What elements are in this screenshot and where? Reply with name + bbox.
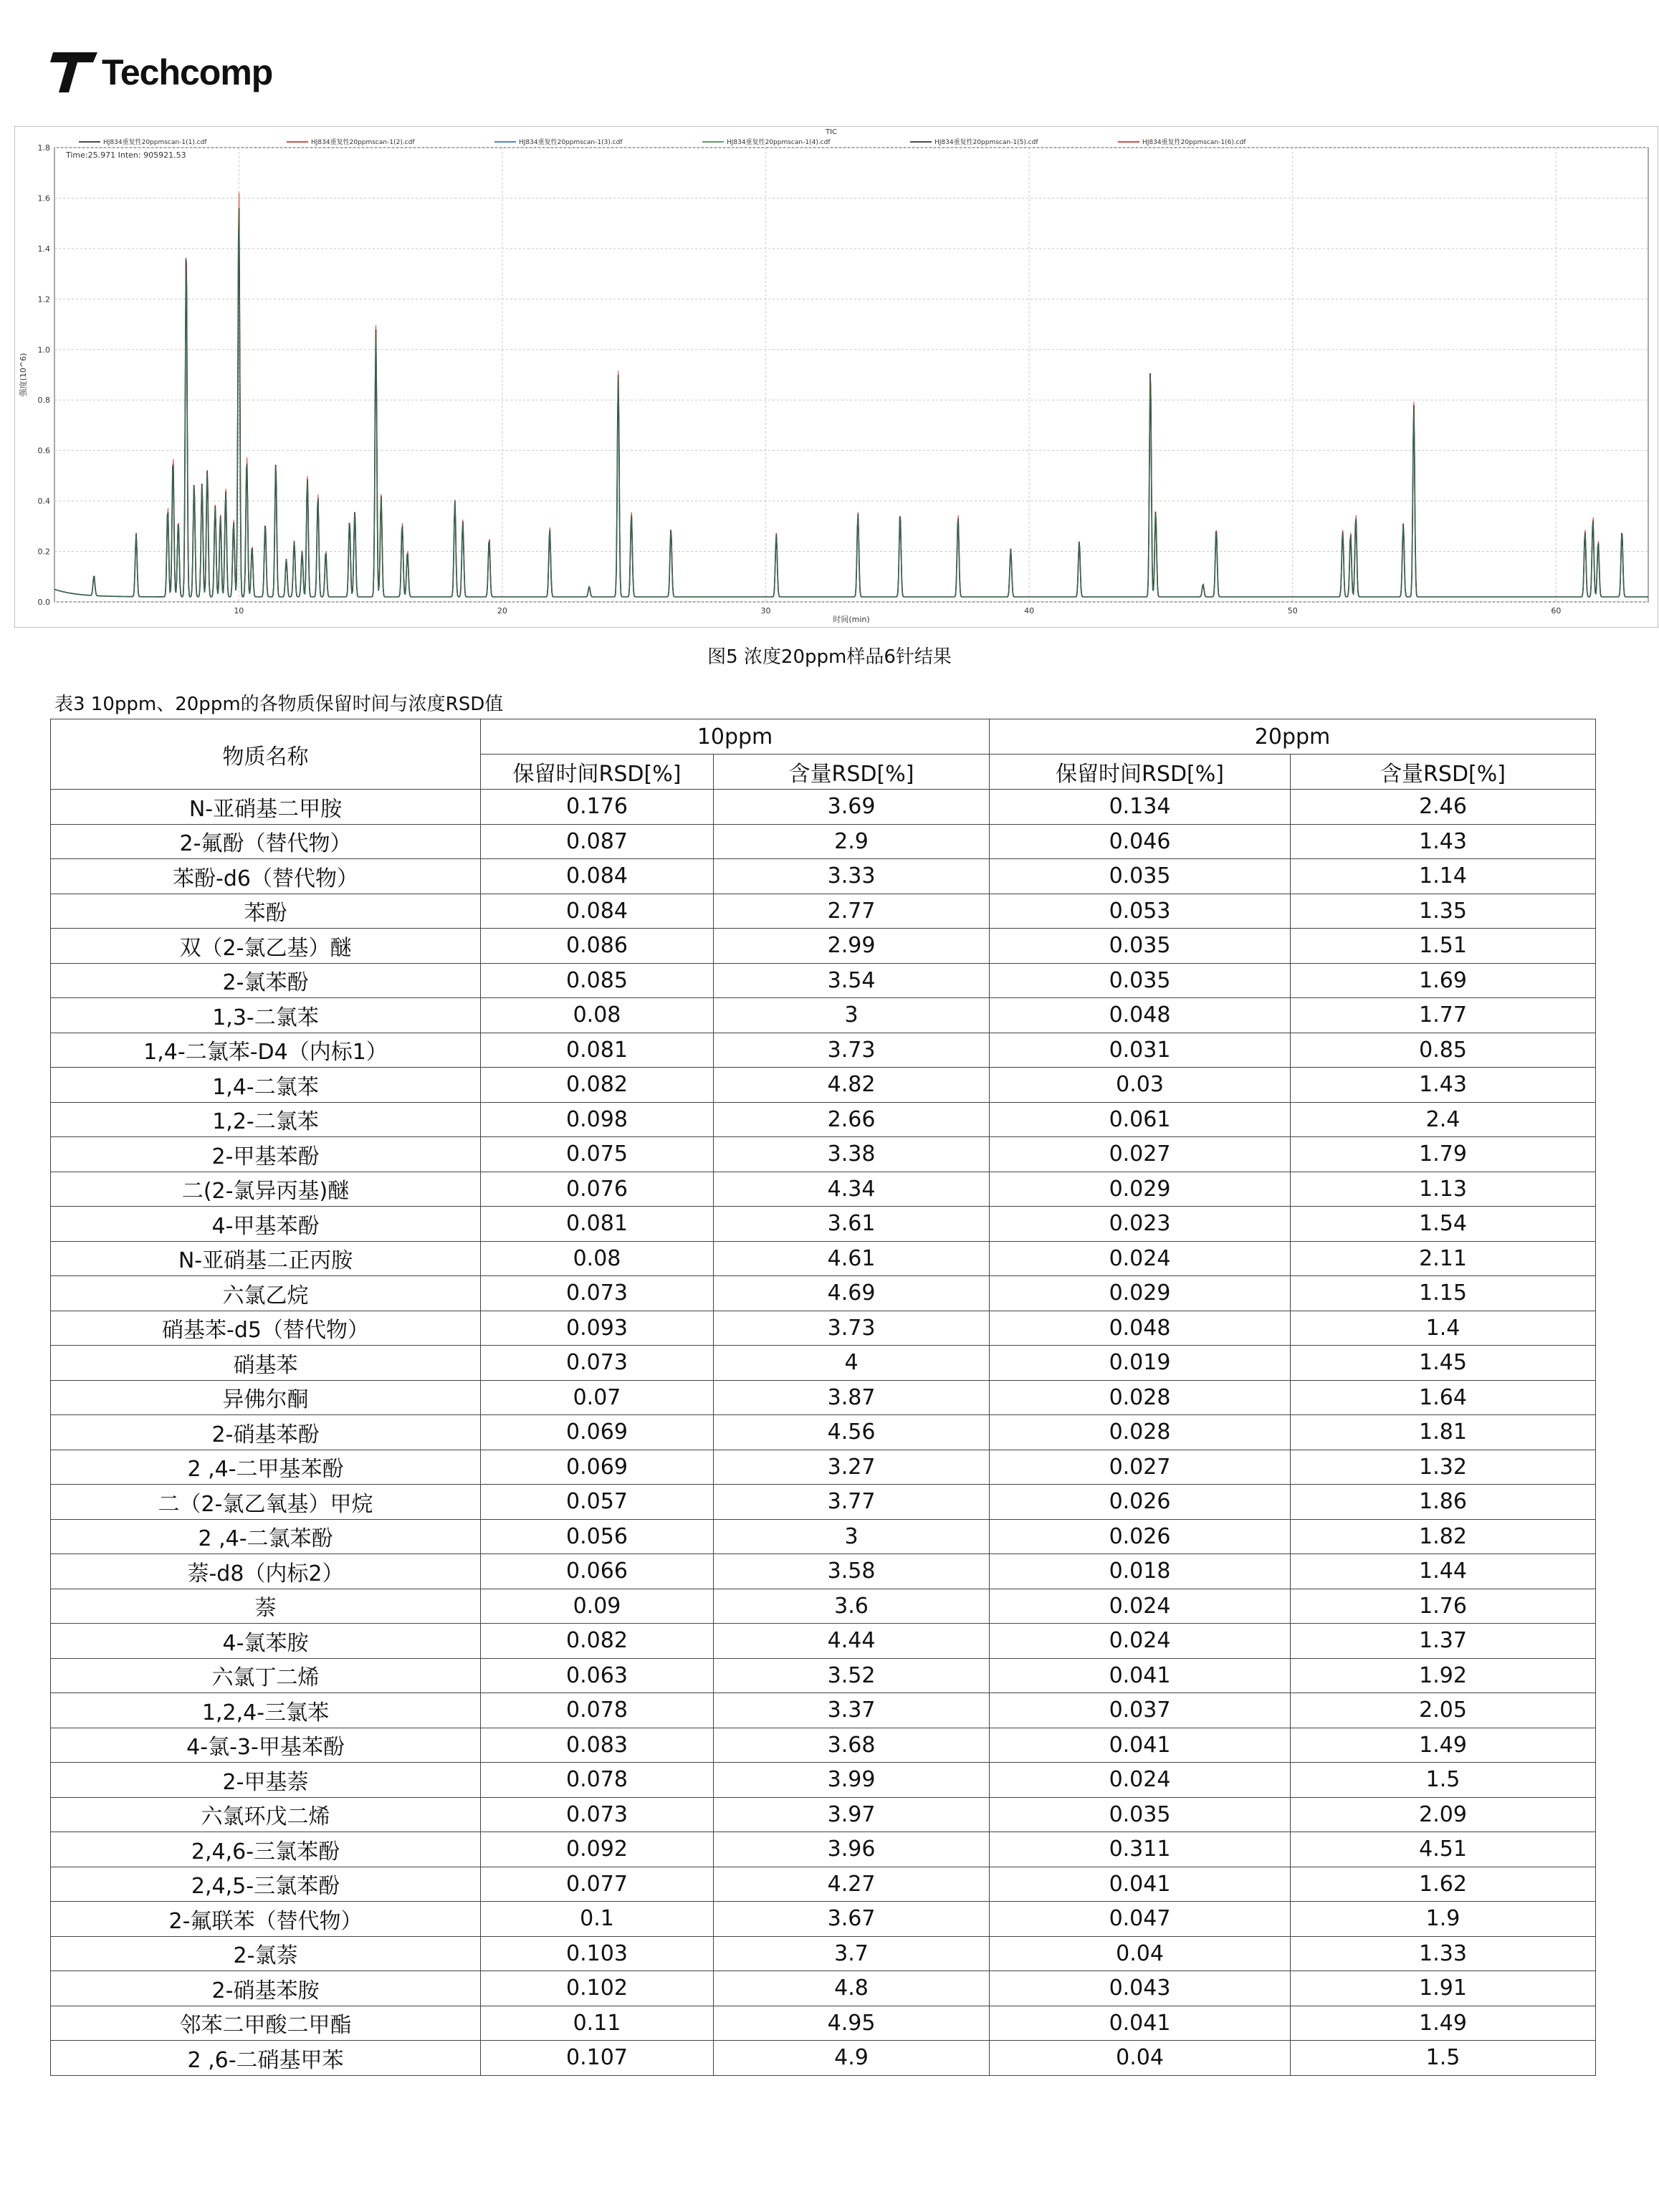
cell-substance-name: 六氯乙烷	[51, 1276, 481, 1311]
cell-10ppm-rt-rsd: 0.066	[481, 1554, 714, 1589]
cell-10ppm-rt-rsd: 0.082	[481, 1068, 714, 1103]
y-axis-label: 强度(10^6)	[19, 353, 28, 397]
cell-20ppm-rt-rsd: 0.048	[990, 998, 1291, 1033]
cell-20ppm-amount-rsd: 1.4	[1291, 1311, 1596, 1346]
table-row	[51, 1971, 1596, 2006]
cell-20ppm-amount-rsd: 1.92	[1291, 1658, 1596, 1693]
cell-20ppm-amount-rsd: 2.46	[1291, 790, 1596, 825]
cell-20ppm-rt-rsd: 0.041	[990, 2006, 1291, 2041]
table-row	[51, 1415, 1596, 1450]
cell-10ppm-rt-rsd: 0.073	[481, 1276, 714, 1311]
legend-entry: HJ834重复性20ppmscan-1(6).cdf	[1142, 139, 1246, 146]
cell-substance-name: 2 ,4-二氯苯酚	[51, 1519, 481, 1554]
cell-20ppm-rt-rsd: 0.043	[990, 1971, 1291, 2006]
cell-10ppm-amount-rsd: 3.77	[714, 1485, 990, 1520]
cell-10ppm-rt-rsd: 0.08	[481, 1241, 714, 1276]
cell-20ppm-rt-rsd: 0.018	[990, 1554, 1291, 1589]
cell-20ppm-amount-rsd: 1.54	[1291, 1207, 1596, 1242]
cell-10ppm-amount-rsd: 4	[714, 1346, 990, 1381]
cell-substance-name: 1,2-二氯苯	[51, 1102, 481, 1137]
table-row	[51, 1589, 1596, 1624]
header-10ppm-amount-rsd: 含量RSD[%]	[714, 755, 990, 790]
cell-substance-name: 二（2-氯乙氧基）甲烷	[51, 1485, 481, 1520]
cell-20ppm-rt-rsd: 0.027	[990, 1137, 1291, 1172]
cell-20ppm-rt-rsd: 0.035	[990, 859, 1291, 894]
cell-10ppm-rt-rsd: 0.09	[481, 1589, 714, 1624]
cell-20ppm-amount-rsd: 1.77	[1291, 998, 1596, 1033]
cell-20ppm-rt-rsd: 0.035	[990, 1797, 1291, 1832]
cell-substance-name: 2-硝基苯胺	[51, 1971, 481, 2006]
cell-10ppm-amount-rsd: 3.33	[714, 859, 990, 894]
cell-10ppm-amount-rsd: 4.9	[714, 2041, 990, 2076]
cell-10ppm-amount-rsd: 4.8	[714, 1971, 990, 2006]
cell-substance-name: 双（2-氯乙基）醚	[51, 929, 481, 964]
cell-substance-name: 2,4,5-三氯苯酚	[51, 1867, 481, 1902]
table-row	[51, 1450, 1596, 1485]
legend-entry: HJ834重复性20ppmscan-1(3).cdf	[519, 139, 623, 146]
cell-10ppm-rt-rsd: 0.077	[481, 1867, 714, 1902]
cell-20ppm-rt-rsd: 0.024	[990, 1589, 1291, 1624]
cell-10ppm-amount-rsd: 4.56	[714, 1415, 990, 1450]
logo-text: Techcomp	[102, 52, 273, 92]
table-row	[51, 1172, 1596, 1207]
cell-10ppm-amount-rsd: 3.54	[714, 963, 990, 998]
cell-20ppm-amount-rsd: 1.49	[1291, 2006, 1596, 2041]
cell-20ppm-amount-rsd: 1.5	[1291, 2041, 1596, 2076]
cell-substance-name: 4-氯-3-甲基苯酚	[51, 1728, 481, 1763]
y-tick-label: 1.4	[37, 244, 50, 254]
cell-20ppm-rt-rsd: 0.029	[990, 1172, 1291, 1207]
cell-20ppm-amount-rsd: 1.32	[1291, 1450, 1596, 1485]
x-tick-label: 40	[1024, 606, 1035, 616]
table-row	[51, 1380, 1596, 1415]
cell-10ppm-rt-rsd: 0.073	[481, 1346, 714, 1381]
cell-20ppm-amount-rsd: 2.05	[1291, 1693, 1596, 1728]
table-row	[51, 2006, 1596, 2041]
cell-10ppm-amount-rsd: 4.27	[714, 1867, 990, 1902]
cell-substance-name: 硝基苯	[51, 1346, 481, 1381]
cell-10ppm-rt-rsd: 0.085	[481, 963, 714, 998]
cell-10ppm-rt-rsd: 0.073	[481, 1797, 714, 1832]
chart-title: TIC	[825, 128, 838, 136]
cell-substance-name: 2 ,4-二甲基苯酚	[51, 1450, 481, 1485]
table-row	[51, 1936, 1596, 1971]
table-row	[51, 1207, 1596, 1242]
cell-20ppm-rt-rsd: 0.046	[990, 824, 1291, 859]
table-row	[51, 1902, 1596, 1937]
header-20ppm-rt-rsd: 保留时间RSD[%]	[990, 755, 1291, 790]
cell-10ppm-rt-rsd: 0.093	[481, 1311, 714, 1346]
cell-20ppm-rt-rsd: 0.041	[990, 1867, 1291, 1902]
table-row	[51, 1519, 1596, 1554]
cell-substance-name: 1,4-二氯苯-D4（内标1）	[51, 1033, 481, 1068]
cell-10ppm-rt-rsd: 0.07	[481, 1380, 714, 1415]
table-row	[51, 2041, 1596, 2076]
cell-10ppm-rt-rsd: 0.092	[481, 1832, 714, 1867]
table-row	[51, 1728, 1596, 1763]
cell-substance-name: 苯酚-d6（替代物）	[51, 859, 481, 894]
cell-substance-name: 4-甲基苯酚	[51, 1207, 481, 1242]
cell-20ppm-amount-rsd: 1.69	[1291, 963, 1596, 998]
cell-10ppm-rt-rsd: 0.084	[481, 894, 714, 929]
cell-20ppm-rt-rsd: 0.047	[990, 1902, 1291, 1937]
company-logo	[50, 47, 272, 97]
cell-20ppm-rt-rsd: 0.024	[990, 1763, 1291, 1798]
cell-substance-name: 2-氟联苯（替代物）	[51, 1902, 481, 1937]
cell-20ppm-rt-rsd: 0.035	[990, 963, 1291, 998]
table-header-row	[51, 719, 1596, 755]
cell-substance-name: 2-硝基苯酚	[51, 1415, 481, 1450]
table-row	[51, 1554, 1596, 1589]
cell-substance-name: 苯酚	[51, 894, 481, 929]
cell-20ppm-amount-rsd: 4.51	[1291, 1832, 1596, 1867]
cell-10ppm-amount-rsd: 3.97	[714, 1797, 990, 1832]
cell-10ppm-amount-rsd: 4.82	[714, 1068, 990, 1103]
cell-10ppm-amount-rsd: 2.77	[714, 894, 990, 929]
cell-substance-name: 1,3-二氯苯	[51, 998, 481, 1033]
cell-20ppm-amount-rsd: 1.44	[1291, 1554, 1596, 1589]
cell-10ppm-amount-rsd: 2.9	[714, 824, 990, 859]
cell-10ppm-rt-rsd: 0.084	[481, 859, 714, 894]
y-tick-label: 1.8	[37, 143, 50, 153]
cell-20ppm-amount-rsd: 1.64	[1291, 1380, 1596, 1415]
table-row	[51, 894, 1596, 929]
cell-20ppm-rt-rsd: 0.026	[990, 1519, 1291, 1554]
cell-substance-name: 萘	[51, 1589, 481, 1624]
cell-10ppm-rt-rsd: 0.102	[481, 1971, 714, 2006]
y-tick-label: 1.2	[37, 295, 50, 305]
cell-substance-name: 2-甲基苯酚	[51, 1137, 481, 1172]
cell-10ppm-rt-rsd: 0.063	[481, 1658, 714, 1693]
cell-20ppm-rt-rsd: 0.041	[990, 1658, 1291, 1693]
cell-10ppm-rt-rsd: 0.081	[481, 1207, 714, 1242]
table-row	[51, 1276, 1596, 1311]
cell-substance-name: 1,2,4-三氯苯	[51, 1693, 481, 1728]
table-row	[51, 790, 1596, 825]
cell-substance-name: 1,4-二氯苯	[51, 1068, 481, 1103]
table-row	[51, 1033, 1596, 1068]
cell-20ppm-rt-rsd: 0.041	[990, 1728, 1291, 1763]
cell-substance-name: N-亚硝基二正丙胺	[51, 1241, 481, 1276]
cell-10ppm-rt-rsd: 0.082	[481, 1624, 714, 1659]
cell-20ppm-amount-rsd: 1.35	[1291, 894, 1596, 929]
cell-10ppm-amount-rsd: 3.52	[714, 1658, 990, 1693]
x-tick-label: 30	[760, 606, 771, 616]
cell-10ppm-amount-rsd: 3.99	[714, 1763, 990, 1798]
tic-chromatogram	[14, 126, 1658, 628]
x-tick-label: 60	[1551, 606, 1562, 616]
cell-10ppm-amount-rsd: 4.69	[714, 1276, 990, 1311]
cell-20ppm-rt-rsd: 0.026	[990, 1485, 1291, 1520]
table-row	[51, 1137, 1596, 1172]
cell-20ppm-rt-rsd: 0.311	[990, 1832, 1291, 1867]
legend-entry: HJ834重复性20ppmscan-1(5).cdf	[934, 139, 1038, 146]
cell-20ppm-rt-rsd: 0.134	[990, 790, 1291, 825]
cell-10ppm-rt-rsd: 0.075	[481, 1137, 714, 1172]
cell-20ppm-amount-rsd: 1.33	[1291, 1936, 1596, 1971]
cell-substance-name: 六氯丁二烯	[51, 1658, 481, 1693]
chart-readout: Time:25.971 Inten: 905921.53	[66, 150, 186, 160]
cell-10ppm-amount-rsd: 3.6	[714, 1589, 990, 1624]
y-tick-label: 0.0	[37, 598, 50, 607]
cell-10ppm-rt-rsd: 0.069	[481, 1415, 714, 1450]
cell-10ppm-amount-rsd: 4.44	[714, 1624, 990, 1659]
cell-10ppm-rt-rsd: 0.083	[481, 1728, 714, 1763]
cell-20ppm-amount-rsd: 1.13	[1291, 1172, 1596, 1207]
cell-10ppm-amount-rsd: 3.67	[714, 1902, 990, 1937]
x-tick-label: 50	[1287, 606, 1298, 616]
header-substance-name: 物质名称	[51, 719, 481, 790]
cell-substance-name: 邻苯二甲酸二甲酯	[51, 2006, 481, 2041]
cell-20ppm-amount-rsd: 0.85	[1291, 1033, 1596, 1068]
legend-entry: HJ834重复性20ppmscan-1(2).cdf	[311, 139, 415, 146]
cell-substance-name: 硝基苯-d5（替代物）	[51, 1311, 481, 1346]
table-row	[51, 1346, 1596, 1381]
cell-10ppm-amount-rsd: 3.87	[714, 1380, 990, 1415]
table-row	[51, 1763, 1596, 1798]
header-10ppm: 10ppm	[481, 719, 990, 755]
header-20ppm: 20ppm	[990, 719, 1596, 755]
table-row	[51, 1693, 1596, 1728]
cell-substance-name: N-亚硝基二甲胺	[51, 790, 481, 825]
cell-20ppm-rt-rsd: 0.024	[990, 1624, 1291, 1659]
header-10ppm-rt-rsd: 保留时间RSD[%]	[481, 755, 714, 790]
cell-substance-name: 2-甲基萘	[51, 1763, 481, 1798]
cell-20ppm-rt-rsd: 0.028	[990, 1380, 1291, 1415]
cell-20ppm-amount-rsd: 1.91	[1291, 1971, 1596, 2006]
cell-20ppm-rt-rsd: 0.035	[990, 929, 1291, 964]
cell-10ppm-rt-rsd: 0.078	[481, 1763, 714, 1798]
cell-20ppm-amount-rsd: 1.37	[1291, 1624, 1596, 1659]
cell-20ppm-amount-rsd: 1.79	[1291, 1137, 1596, 1172]
figure-caption: 图5 浓度20ppm样品6针结果	[707, 646, 952, 668]
cell-20ppm-amount-rsd: 1.49	[1291, 1728, 1596, 1763]
table-row	[51, 998, 1596, 1033]
cell-substance-name: 二(2-氯异丙基)醚	[51, 1172, 481, 1207]
cell-20ppm-rt-rsd: 0.04	[990, 1936, 1291, 1971]
table-row	[51, 1102, 1596, 1137]
cell-substance-name: 六氯环戊二烯	[51, 1797, 481, 1832]
x-tick-label: 10	[234, 606, 244, 616]
cell-10ppm-rt-rsd: 0.069	[481, 1450, 714, 1485]
cell-10ppm-rt-rsd: 0.08	[481, 998, 714, 1033]
cell-10ppm-rt-rsd: 0.056	[481, 1519, 714, 1554]
cell-20ppm-rt-rsd: 0.024	[990, 1241, 1291, 1276]
cell-10ppm-amount-rsd: 4.95	[714, 2006, 990, 2041]
cell-10ppm-rt-rsd: 0.098	[481, 1102, 714, 1137]
cell-substance-name: 异佛尔酮	[51, 1380, 481, 1415]
cell-10ppm-rt-rsd: 0.1	[481, 1902, 714, 1937]
cell-20ppm-rt-rsd: 0.028	[990, 1415, 1291, 1450]
cell-substance-name: 2-氯苯酚	[51, 963, 481, 998]
table-row	[51, 1832, 1596, 1867]
cell-20ppm-amount-rsd: 2.09	[1291, 1797, 1596, 1832]
cell-substance-name: 2-氟酚（替代物）	[51, 824, 481, 859]
cell-substance-name: 2-氯萘	[51, 1936, 481, 1971]
cell-20ppm-amount-rsd: 1.81	[1291, 1415, 1596, 1450]
cell-20ppm-rt-rsd: 0.061	[990, 1102, 1291, 1137]
table-row	[51, 929, 1596, 964]
cell-10ppm-amount-rsd: 3	[714, 998, 990, 1033]
cell-20ppm-amount-rsd: 1.9	[1291, 1902, 1596, 1937]
cell-20ppm-amount-rsd: 1.14	[1291, 859, 1596, 894]
header-20ppm-amount-rsd: 含量RSD[%]	[1291, 755, 1596, 790]
cell-10ppm-amount-rsd: 3.61	[714, 1207, 990, 1242]
table-row	[51, 1311, 1596, 1346]
y-tick-label: 0.8	[37, 396, 50, 406]
table-title: 表3 10ppm、20ppm的各物质保留时间与浓度RSD值	[54, 694, 504, 715]
table-row	[51, 1797, 1596, 1832]
y-tick-label: 1.0	[37, 345, 50, 355]
cell-10ppm-amount-rsd: 3.73	[714, 1033, 990, 1068]
table-row	[51, 1485, 1596, 1520]
table-row	[51, 1658, 1596, 1693]
cell-10ppm-rt-rsd: 0.081	[481, 1033, 714, 1068]
cell-10ppm-rt-rsd: 0.057	[481, 1485, 714, 1520]
cell-10ppm-rt-rsd: 0.087	[481, 824, 714, 859]
cell-20ppm-amount-rsd: 1.51	[1291, 929, 1596, 964]
cell-10ppm-amount-rsd: 3.38	[714, 1137, 990, 1172]
cell-10ppm-amount-rsd: 3	[714, 1519, 990, 1554]
cell-10ppm-amount-rsd: 3.69	[714, 790, 990, 825]
table-row	[51, 824, 1596, 859]
table-row	[51, 1867, 1596, 1902]
cell-10ppm-amount-rsd: 2.66	[714, 1102, 990, 1137]
cell-20ppm-rt-rsd: 0.019	[990, 1346, 1291, 1381]
cell-10ppm-amount-rsd: 3.96	[714, 1832, 990, 1867]
cell-20ppm-amount-rsd: 2.11	[1291, 1241, 1596, 1276]
cell-20ppm-rt-rsd: 0.04	[990, 2041, 1291, 2076]
cell-20ppm-amount-rsd: 1.45	[1291, 1346, 1596, 1381]
y-tick-label: 0.4	[37, 497, 50, 507]
cell-20ppm-rt-rsd: 0.053	[990, 894, 1291, 929]
cell-20ppm-rt-rsd: 0.029	[990, 1276, 1291, 1311]
cell-10ppm-rt-rsd: 0.176	[481, 790, 714, 825]
cell-20ppm-rt-rsd: 0.048	[990, 1311, 1291, 1346]
cell-20ppm-amount-rsd: 2.4	[1291, 1102, 1596, 1137]
cell-20ppm-amount-rsd: 1.15	[1291, 1276, 1596, 1311]
cell-20ppm-amount-rsd: 1.5	[1291, 1763, 1596, 1798]
cell-substance-name: 2,4,6-三氯苯酚	[51, 1832, 481, 1867]
cell-10ppm-amount-rsd: 3.7	[714, 1936, 990, 1971]
y-tick-label: 1.6	[37, 193, 50, 204]
cell-10ppm-amount-rsd: 3.27	[714, 1450, 990, 1485]
cell-10ppm-rt-rsd: 0.086	[481, 929, 714, 964]
table-row	[51, 1624, 1596, 1659]
cell-20ppm-amount-rsd: 1.76	[1291, 1589, 1596, 1624]
cell-20ppm-rt-rsd: 0.027	[990, 1450, 1291, 1485]
cell-10ppm-amount-rsd: 3.68	[714, 1728, 990, 1763]
cell-20ppm-amount-rsd: 1.86	[1291, 1485, 1596, 1520]
cell-10ppm-amount-rsd: 3.73	[714, 1311, 990, 1346]
x-tick-label: 20	[497, 606, 507, 616]
cell-substance-name: 萘-d8（内标2）	[51, 1554, 481, 1589]
table-row	[51, 1068, 1596, 1103]
cell-substance-name: 2 ,6-二硝基甲苯	[51, 2041, 481, 2076]
cell-20ppm-rt-rsd: 0.031	[990, 1033, 1291, 1068]
cell-20ppm-amount-rsd: 1.43	[1291, 1068, 1596, 1103]
cell-10ppm-rt-rsd: 0.076	[481, 1172, 714, 1207]
x-axis-label: 时间(min)	[833, 615, 870, 624]
y-tick-label: 0.2	[37, 547, 50, 557]
legend-entry: HJ834重复性20ppmscan-1(1).cdf	[103, 139, 207, 146]
y-tick-label: 0.6	[37, 446, 50, 456]
techcomp-logo-icon	[50, 52, 97, 92]
rsd-table	[50, 719, 1596, 2076]
cell-10ppm-rt-rsd: 0.103	[481, 1936, 714, 1971]
cell-10ppm-amount-rsd: 4.34	[714, 1172, 990, 1207]
cell-20ppm-amount-rsd: 1.62	[1291, 1867, 1596, 1902]
cell-20ppm-amount-rsd: 1.43	[1291, 824, 1596, 859]
table-row	[51, 963, 1596, 998]
cell-10ppm-rt-rsd: 0.107	[481, 2041, 714, 2076]
cell-10ppm-rt-rsd: 0.11	[481, 2006, 714, 2041]
legend-entry: HJ834重复性20ppmscan-1(4).cdf	[727, 139, 831, 146]
cell-20ppm-rt-rsd: 0.03	[990, 1068, 1291, 1103]
cell-20ppm-amount-rsd: 1.82	[1291, 1519, 1596, 1554]
cell-10ppm-amount-rsd: 3.58	[714, 1554, 990, 1589]
cell-10ppm-amount-rsd: 3.37	[714, 1693, 990, 1728]
table-row	[51, 859, 1596, 894]
cell-substance-name: 4-氯苯胺	[51, 1624, 481, 1659]
cell-20ppm-rt-rsd: 0.037	[990, 1693, 1291, 1728]
cell-10ppm-rt-rsd: 0.078	[481, 1693, 714, 1728]
table-row	[51, 1241, 1596, 1276]
cell-10ppm-amount-rsd: 4.61	[714, 1241, 990, 1276]
cell-20ppm-rt-rsd: 0.023	[990, 1207, 1291, 1242]
cell-10ppm-amount-rsd: 2.99	[714, 929, 990, 964]
